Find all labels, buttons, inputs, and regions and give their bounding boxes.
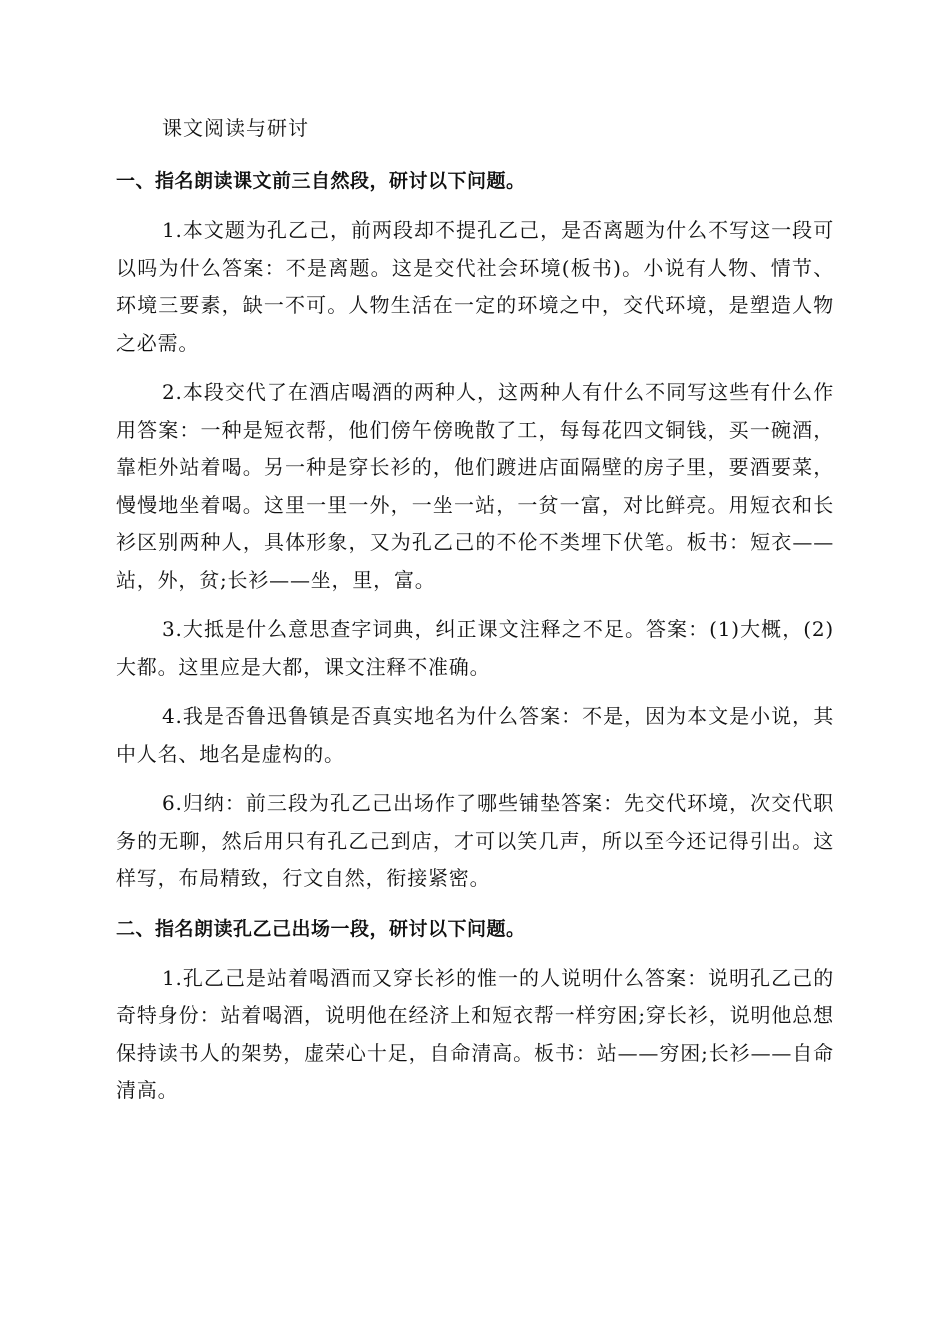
section-2 — [116, 910, 834, 1110]
paragraph: 6.归纳：前三段为孔乙己出场作了哪些铺垫答案：先交代环境，次交代职务的无聊，然后用只有孔乙己到店，才可以笑几声，所以至今还记得引出。这样写，布局精致，行文自然，衔接紧密。 — [116, 791, 834, 890]
section-heading: 二、指名朗读孔乙己出场一段，研讨以下问题。 — [116, 917, 526, 940]
page-title: 课文阅读与研讨 — [162, 116, 309, 140]
section-1 — [116, 162, 834, 898]
section-heading: 一、指名朗读课文前三自然段，研讨以下问题。 — [116, 170, 526, 192]
paragraph: 2.本段交代了在酒店喝酒的两种人，这两种人有什么不同写这些有什么作用答案：一种是短衣帮，他们傍午傍晚散了工，每每花四文铜钱，买一碗酒，靠柜外站着喝。另一种是穿长衫的，他们踱进店面隔壁的房子里，要酒要菜，慢慢地坐着喝。这里一里一外，一坐一站，一贫一富，对比鲜亮。用短衣和长衫区别两种人，具体形象，又为孔乙己的不伦不类埋下伏笔。板书：短衣——站，外，贫;长衫——坐，里，富。 — [116, 380, 834, 592]
paragraph: 3.大抵是什么意思查字词典，纠正课文注释之不足。答案：(1)大概，(2)大都。这里应是大都，课文注释不准确。 — [116, 617, 834, 679]
document-page — [116, 110, 834, 1122]
paragraph: 4.我是否鲁迅鲁镇是否真实地名为什么答案：不是，因为本文是小说，其中人名、地名是虚构的。 — [116, 704, 834, 766]
paragraph: 1.孔乙己是站着喝酒而又穿长衫的惟一的人说明什么答案：说明孔乙己的奇特身份：站着喝酒，说明他在经济上和短衣帮一样穷困;穿长衫，说明他总想保持读书人的架势，虚荣心十足，自命清高。板书：站——穷困;长衫——自命清高。 — [116, 965, 834, 1102]
paragraph: 1.本文题为孔乙己，前两段却不提孔乙己，是否离题为什么不写这一段可以吗为什么答案：不是离题。这是交代社会环境(板书)。小说有人物、情节、环境三要素，缺一不可。人物生活在一定的环境之中，交代环境，是塑造人物之必需。 — [116, 218, 834, 355]
